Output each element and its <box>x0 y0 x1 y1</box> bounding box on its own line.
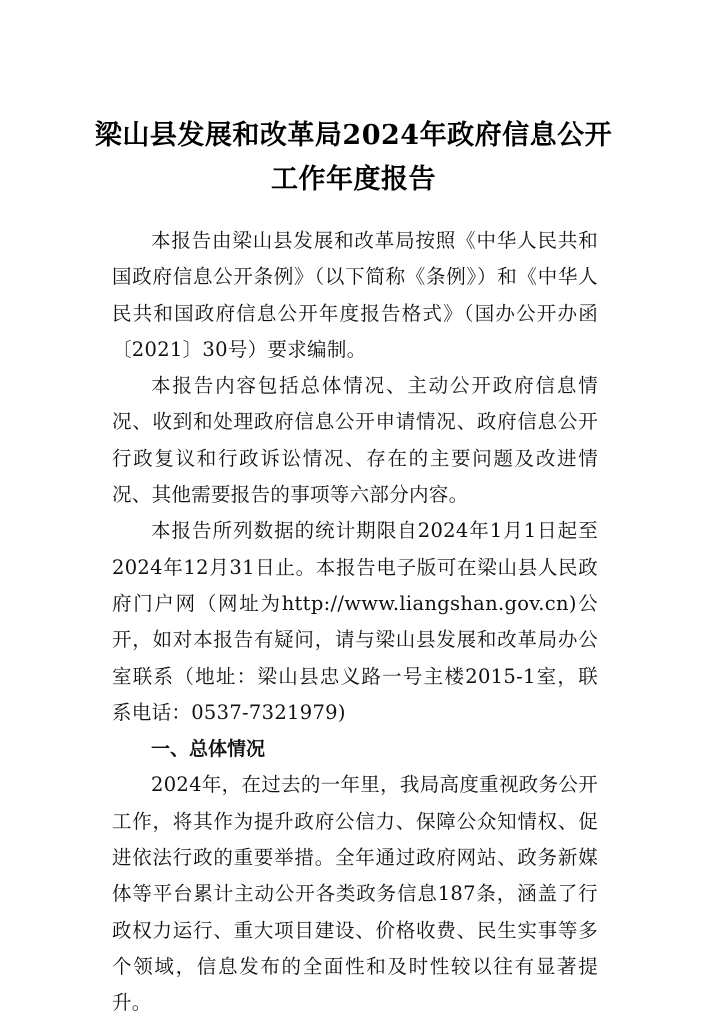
statistics-period-paragraph: 本报告所列数据的统计期限自2024年1月1日起至2024年12月31日止。本报告电子版可在梁山县人民政府门户网（网址为http://www.liangshan.gov.cn)公开，如对本报告有疑问，请与梁山县发展和改革局办公室联系（地址：梁山县忠义路一号主楼2015-1室，联系电话：0537-7321979) <box>112 519 598 724</box>
document-title-line-1: 梁山县发展和改革局2024年政府信息公开 <box>94 120 613 151</box>
document-title-line-2: 工作年度报告 <box>271 164 436 195</box>
intro-paragraph: 本报告由梁山县发展和改革局按照《中华人民共和国政府信息公开条例》（以下简称《条例》）和《中华人民共和国政府信息公开年度报告格式》（国办公开办函〔2021〕30号）要求编制。 <box>112 229 598 361</box>
document-body <box>112 223 598 1022</box>
overview-paragraph: 2024年，在过去的一年里，我局高度重视政务公开工作，将其作为提升政府公信力、保障公众知情权、促进依法行政的重要举措。全年通过政府网站、政务新媒体等平台累计主动公开各类政务信息187条，涵盖了行政权力运行、重大项目建设、价格收费、民生实事等多个领域，信息发布的全面性和及时性较以往有显著提升。 <box>112 773 598 1015</box>
contents-paragraph: 本报告内容包括总体情况、主动公开政府信息情况、收到和处理政府信息公开申请情况、政府信息公开行政复议和行政诉讼情况、存在的主要问题及改进情况、其他需要报告的事项等六部分内容。 <box>112 374 598 507</box>
section-heading-overview: 一、总体情况 <box>151 738 266 761</box>
